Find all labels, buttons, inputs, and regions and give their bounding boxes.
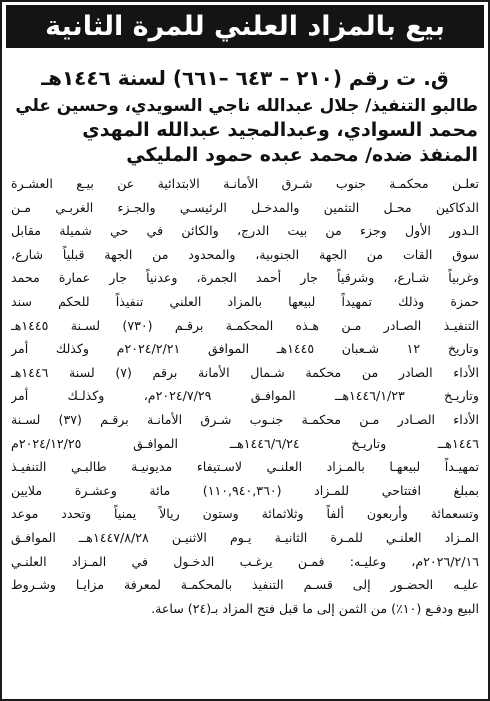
case-number: ق. ت رقم (٢١٠ – ٦٤٣ –٦٦١) لسنة ١٤٤٦هـ (41, 66, 449, 90)
notice-banner-title: بيع بالمزاد العلني للمرة الثانية (6, 5, 484, 48)
body-line: وغربياً شـارع، وشرقياً جار أحمد الجمرة، وعدنياً جار عمارة محمد (11, 270, 479, 286)
body-line: المـزاد العلنـي للمـرة الثانيـة يـوم الاثنيـن ١٤٤٧/٨/٢٨هــ الموافـق (11, 529, 479, 545)
body-line: البيع ودفـع (١٠٪) من الثمن إلى ما قبل فتح المزاد بـ(٢٤) ساعة. (151, 600, 479, 616)
notice-header (2, 48, 488, 168)
body-line: وتسعمائة وأربعون ألفاً وثلاثمائة وستون ريالاً يمنياً وتحدد موعد (11, 506, 479, 522)
body-line: ١٤٤٦هــ وتاريـخ ١٤٤٦/٦/٢٤هــ الموافـق ٢٠٢٤/١٢/٢٥م (11, 435, 479, 451)
notice-body (2, 168, 488, 620)
parties-line-1: طالبو التنفيذ/ جلال عبدالله ناجي السويدي، وحسين علي (15, 95, 478, 115)
body-line: ٢٠٢٦/٢/١٦م، وعليـه: فمـن يرغـب الدخـول في المـزاد العلنـي (11, 553, 479, 569)
body-line: سوق القات من الجهة الجنوبية، والمحدود من الجهة قبلياً شارع، (11, 246, 479, 262)
body-line: بمبلغ افتتاحي للمـزاد (١١٠,٩٤٠,٣٦٠) مائة وعشـرة ملايين (11, 482, 479, 498)
body-line: حمزة وذلك تمهيداً لبيعها بالمزاد العلني تنفيذاً للحكم سند (11, 293, 479, 309)
body-line: الأداء الصـادر مـن محكمـة جنـوب شـرق الأمانـة برقـم (٣٧) لسـنة (11, 411, 479, 427)
body-line: تمهيـداً لبيعهـا بالمـزاد العلنـي لاسـتيفاء مديونيـة طالبـي التنفيـذ (11, 459, 479, 475)
parties-line-2: محمد السوادي، وعبدالمجيد عبدالله المهدي (82, 119, 478, 141)
body-line: الأداء الصادر من محكمة شـمال الأمانة برقم (٧) لسنة ١٤٤٦هـ (11, 364, 479, 380)
body-line: وتاريـخ ١٤٤٦/١/٢٣هــ الموافـق ٢٠٢٤/٧/٢٩م، وكذلـك أمر (11, 388, 479, 404)
body-line: التنفيـذ الصـادر مـن هـذه المحكمـة برقـم (٧٣٠) لسـنة ١٤٤٥هـ (11, 317, 479, 333)
defendant-line: المنفذ ضده/ محمد عبده حمود المليكي (126, 144, 478, 166)
body-line: تعلـن محكمـة جنوب شـرق الأمانـة الابتدائية عن بيـع العشـرة (11, 176, 479, 191)
body-line: وتاريخ ١٢ شـعبان ١٤٤٥هـ الموافق ٢٠٢٤/٢/٢١م وكذلك أمر (11, 341, 479, 357)
body-line: الـدور الأول وجزء من بيت الدرج، والكائن في حي شميلة مقابل (11, 223, 479, 239)
body-line: الدكاكين محـل التثمين والمدخـل الرئيسـي والجـزء الغربـي مـن (11, 199, 479, 215)
body-line: عليـه الحضـور إلى قسـم التنفيذ بالمحكمـة لمعرفة مزايـا وشـروط (11, 577, 479, 593)
